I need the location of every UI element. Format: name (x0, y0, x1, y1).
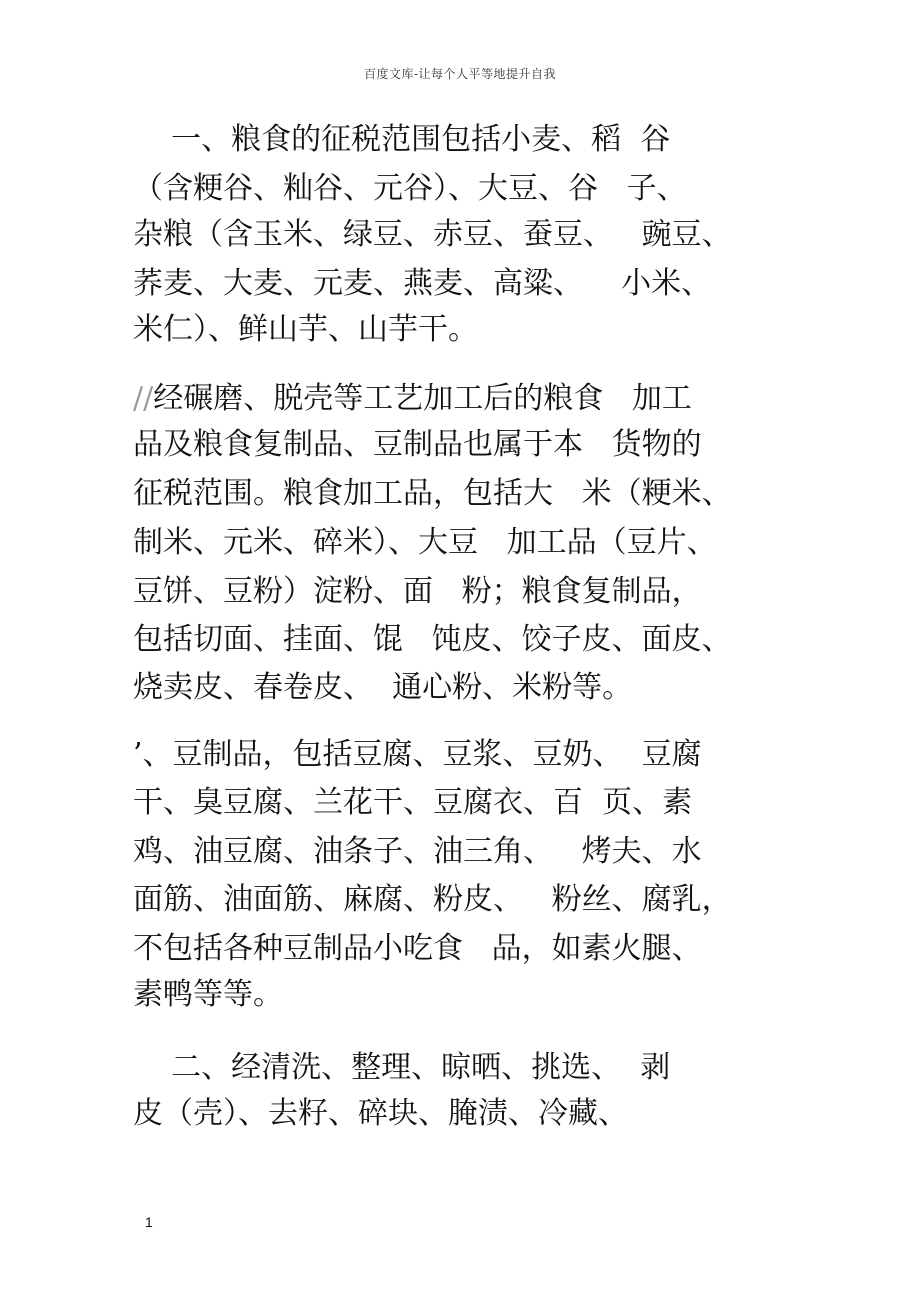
page-header: 百度文库-让每个人平等地提升自我 (363, 67, 557, 81)
paragraph-3-line-5: 不包括各种豆制品小吃食 品，如素火腿、 (133, 931, 702, 966)
paragraph-3-line-2: 干、臭豆腐、兰花干、豆腐衣、百 页、素 (133, 785, 693, 820)
paragraph-2-line-1-text: 经碾磨、脱壳等工艺加工后的粮食 加工 (153, 381, 692, 416)
paragraph-1-line-1: 一、粮食的征税范围包括小麦、稻 谷 (133, 122, 671, 157)
paragraph-1-line-2: （含粳谷、籼谷、元谷）、大豆、谷 子、 (133, 171, 687, 206)
paragraph-2-line-6: 包括切面、挂面、馄 饨皮、饺子皮、面皮、 (133, 622, 732, 657)
paragraph-3-line-3: 鸡、油豆腐、油条子、油三角、 烤夫、水 (133, 834, 702, 869)
paragraph-2-line-3: 征税范围。粮食加工品，包括大 米（粳米、 (133, 476, 732, 511)
paragraph-1-line-3: 杂粮（含玉米、绿豆、赤豆、蚕豆、 豌豆、 (133, 217, 732, 252)
paragraph-2-line-1 (133, 381, 692, 417)
paragraph-2-line-5: 豆饼、豆粉）淀粉、面 粉；粮食复制品， (133, 574, 702, 609)
paragraph-1-line-4: 荞麦、大麦、元麦、燕麦、高粱、 小米、 (133, 266, 712, 301)
paragraph-2-line-4: 制米、元米、碎米）、大豆 加工品（豆片、 (133, 525, 717, 560)
paragraph-3-line-4: 面筋、油面筋、麻腐、粉皮、 粉丝、腐乳， (133, 882, 732, 917)
paragraph-2-line-2: 品及粮食复制品、豆制品也属于本 货物的 (133, 427, 702, 462)
paragraph-4-line-2: 皮（壳）、去籽、碎块、腌渍、冷藏、 (133, 1096, 628, 1131)
paragraph-4-line-1: 二、经清洗、整理、晾晒、挑选、 剥 (133, 1050, 671, 1085)
paragraph-3-line-6: 素鸭等等。 (133, 977, 283, 1012)
paragraph-3-line-1: ’、豆制品，包括豆腐、豆浆、豆奶、 豆腐 (133, 737, 702, 772)
paragraph-1-line-5: 米仁）、鲜山芋、山芋干。 (133, 312, 478, 347)
slash-marks: // (133, 381, 154, 416)
page-number: 1 (145, 1214, 153, 1230)
paragraph-2-line-7: 烧卖皮、春卷皮、 通心粉、米粉等。 (133, 670, 633, 705)
